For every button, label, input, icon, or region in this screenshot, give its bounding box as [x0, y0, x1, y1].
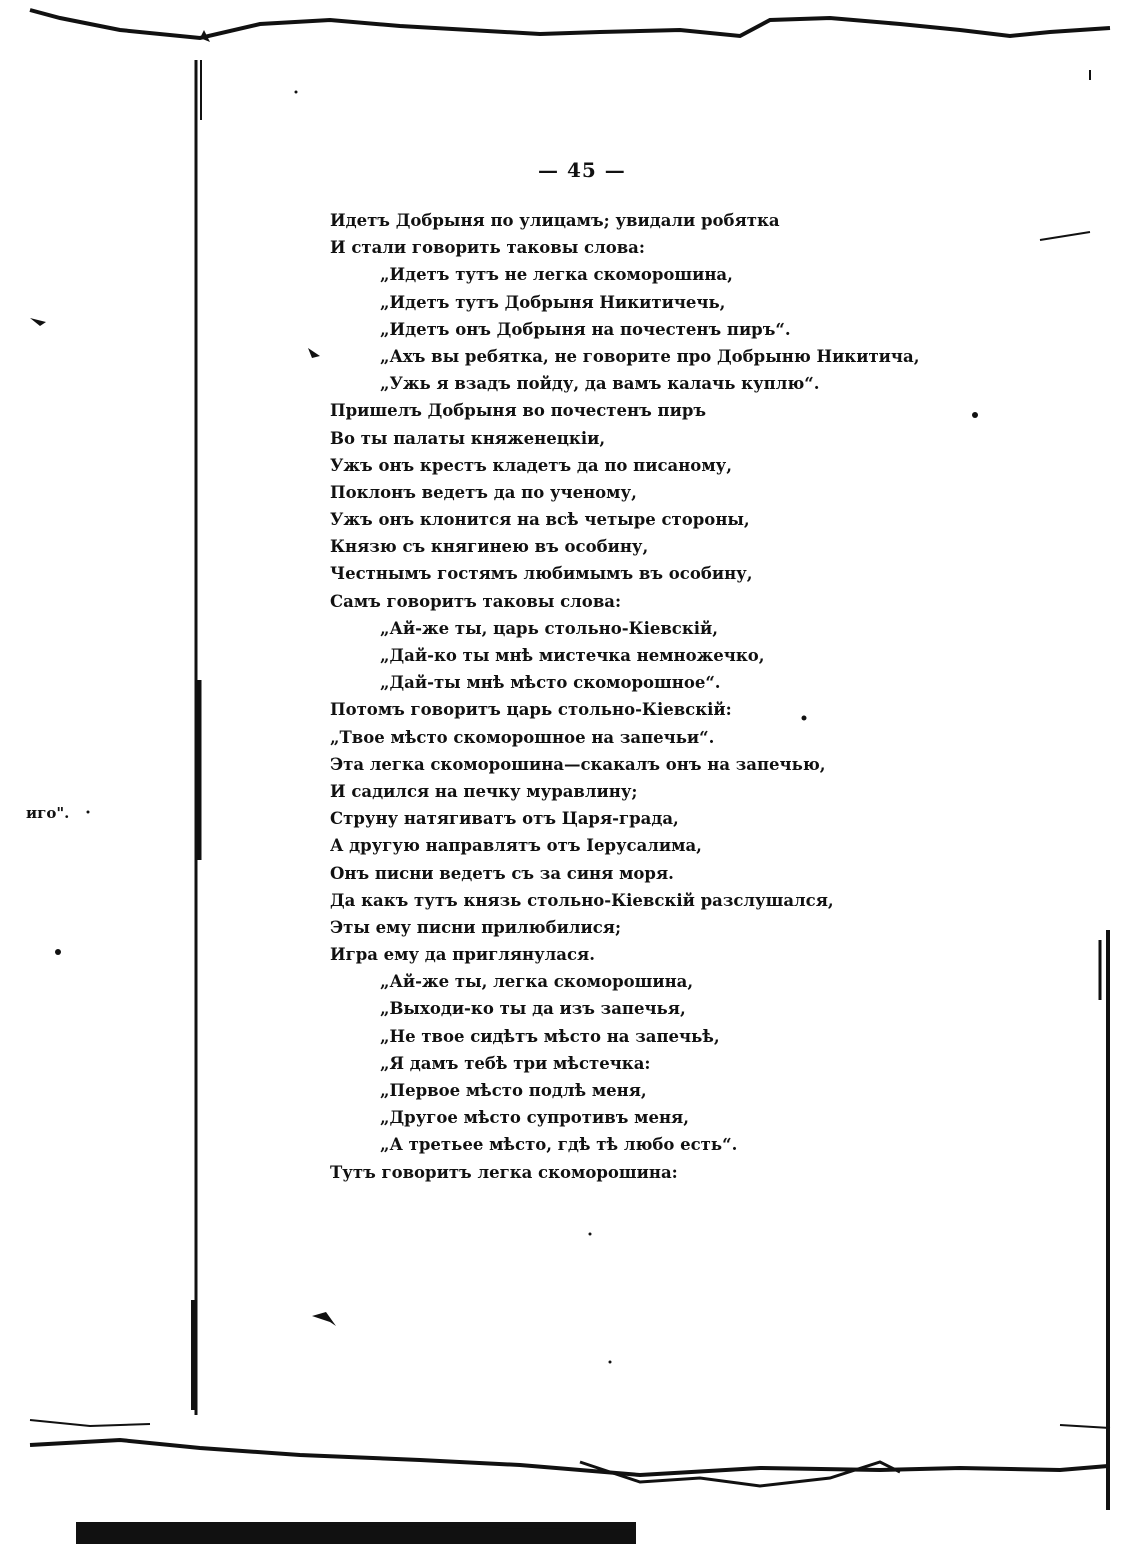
margin-text-fragment: иго". [26, 804, 70, 822]
poem-line: А другую направлятъ отъ Іерусалима, [330, 836, 702, 856]
poem-line: Потомъ говоритъ царь стольно-Кіевскій: [330, 700, 732, 720]
poem-line: Онъ писни ведетъ съ за синя моря. [330, 863, 674, 883]
poem-line: Ужъ онъ крестъ кладетъ да по писаному, [330, 455, 732, 475]
poem-line: Поклонъ ведетъ да по ученому, [330, 482, 637, 502]
poem-line: „Другое мѣсто супротивъ меня, [380, 1108, 689, 1128]
poem-line: „Ай-же ты, царь стольно-Кіевскій, [380, 618, 719, 638]
poem-line: „Выходи-ко ты да изъ запечья, [380, 999, 686, 1019]
poem-line: „Идетъ тутъ не легка скоморошина, [380, 265, 733, 285]
poem-line: „Ай-же ты, легка скоморошина, [380, 972, 694, 992]
poem-line: „Дай-ко ты мнѣ мистечка немножечко, [380, 646, 765, 665]
poem-line: „Я дамъ тебѣ три мѣстечка: [380, 1053, 651, 1073]
poem-line: Игра ему да приглянулася. [330, 945, 595, 965]
bottom-edge-artifact [30, 1440, 1108, 1475]
poem-line: И садился на печку муравлину; [330, 781, 638, 801]
poem-line: Князю съ княгинею въ особину, [330, 537, 649, 557]
poem-line: Эты ему писни прилюбилися; [330, 917, 622, 937]
poem-line: „Идетъ тутъ Добрыня Никитичечь, [380, 292, 726, 312]
poem-line: Пришелъ Добрыня во почестенъ пиръ [330, 401, 707, 421]
poem-line: Тутъ говоритъ легка скоморошина: [330, 1162, 678, 1182]
poem-text [330, 207, 930, 1186]
poem-line: Во ты палаты княженецкіи, [330, 428, 606, 448]
poem-line: Идетъ Добрыня по улицамъ; увидали робятка [330, 211, 780, 230]
top-edge-artifact [30, 10, 1110, 38]
poem-line: И стали говорить таковы слова: [330, 238, 645, 258]
poem-line: „Ужь я взадъ пойду, да вамъ калачь куплю“. [380, 374, 820, 394]
poem-line: „Идетъ онъ Добрыня на почестенъ пиръ“. [380, 319, 791, 339]
poem-line: Самъ говоритъ таковы слова: [330, 591, 622, 611]
poem-line: „Дай-ты мнѣ мѣсто скоморошное“. [380, 673, 721, 693]
poem-line: Эта легка скоморошина—скакалъ онъ на запечью, [330, 754, 826, 774]
poem-line: Да какъ тутъ князь стольно-Кіевскій разслушался, [330, 890, 834, 910]
poem-line: „А третьее мѣсто, гдѣ тѣ любо есть“. [380, 1135, 738, 1155]
poem-line: Струну натягиватъ отъ Царя-града, [330, 809, 679, 829]
page-number: — 45 — [538, 158, 626, 182]
poem-line: Честнымъ гостямъ любимымъ въ особину, [330, 564, 753, 584]
poem-line: „Первое мѣсто подлѣ меня, [380, 1081, 647, 1100]
poem-line: „Ахъ вы ребятка, не говорите про Добрыню Никитича, [380, 346, 920, 366]
poem-line: „Твое мѣсто скоморошное на запечьи“. [330, 727, 715, 747]
poem-line: „Не твое сидѣтъ мѣсто на запечьѣ, [380, 1026, 720, 1046]
poem-line: Ужъ онъ клонится на вcѣ четыре стороны, [330, 510, 750, 530]
